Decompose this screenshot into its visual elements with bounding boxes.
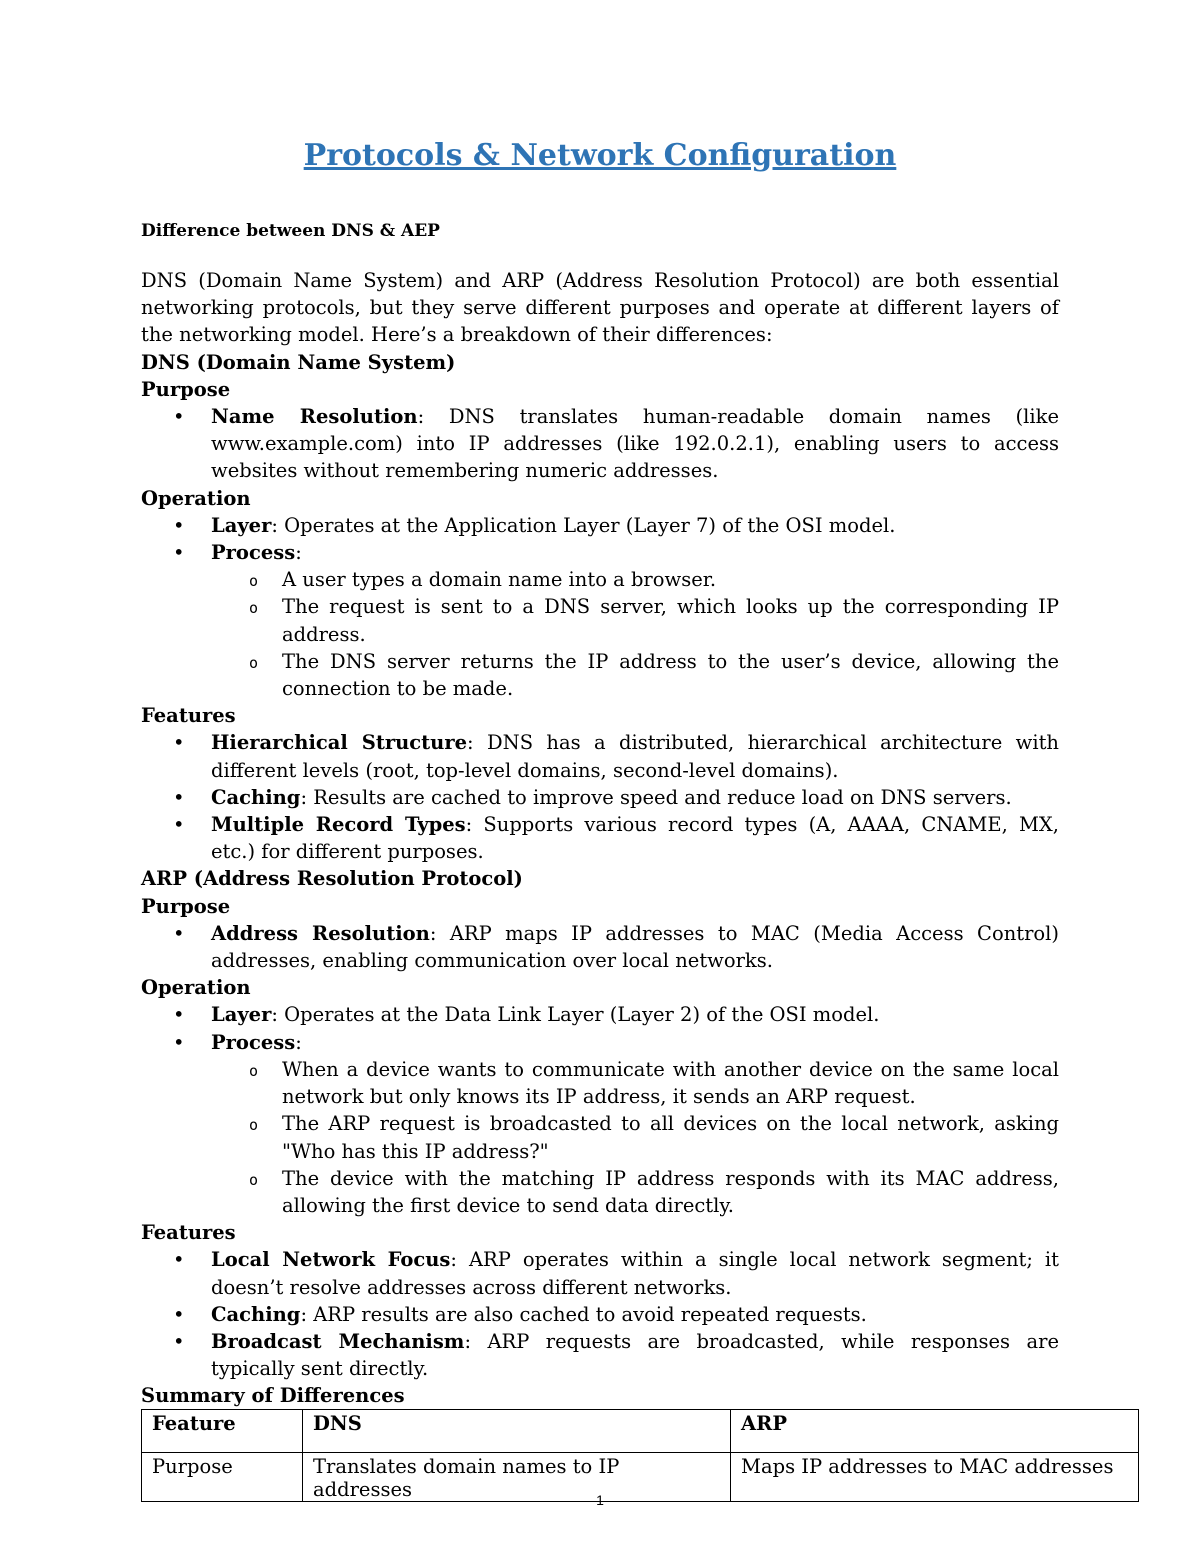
bullet-icon: •: [173, 1329, 185, 1353]
bullet-icon: •: [173, 1030, 185, 1054]
list-item: [141, 512, 1059, 539]
step-text: The device with the matching IP address responds with its MAC address, allowing the first device to send data directly.: [282, 1166, 1059, 1217]
item-text: : ARP results are also cached to avoid repeated requests.: [300, 1302, 867, 1326]
list-item: [141, 648, 1059, 702]
table-cell: Purpose: [142, 1453, 303, 1502]
table-cell: Translates domain names to IP addresses: [303, 1453, 731, 1502]
arp-features-heading: Features: [141, 1221, 236, 1245]
bullet-icon: •: [173, 405, 185, 429]
item-text: : ARP requests are broadcasted, while responses are typically sent directly.: [211, 1329, 1059, 1381]
list-item: [141, 1301, 1059, 1328]
item-text: : ARP maps IP addresses to MAC (Media Access Control) addresses, enabling communication over local networks.: [211, 921, 1059, 973]
list-item: [141, 920, 1059, 974]
sub-bullet-icon: o: [249, 1061, 259, 1080]
arp-process-steps: [211, 1056, 1059, 1219]
dns-operation-list: [141, 512, 1059, 702]
bullet-icon: •: [173, 1003, 185, 1027]
item-term: Local Network Focus: [211, 1248, 451, 1272]
dns-purpose-heading: Purpose: [141, 377, 231, 401]
item-term: Layer: [211, 513, 272, 537]
dns-purpose-list: [141, 403, 1059, 485]
arp-features-list: [141, 1246, 1059, 1382]
list-item: [141, 1165, 1059, 1219]
step-text: The ARP request is broadcasted to all devices on the local network, asking "Who has this IP address?": [282, 1112, 1059, 1163]
step-text: The request is sent to a DNS server, which looks up the corresponding IP address.: [282, 595, 1059, 646]
sub-bullet-icon: o: [249, 1116, 259, 1135]
item-text: : Operates at the Data Link Layer (Layer 2) of the OSI model.: [271, 1003, 880, 1027]
item-term: Layer: [211, 1003, 272, 1027]
list-item: [141, 539, 1059, 702]
list-item: [141, 1246, 1059, 1300]
bullet-icon: •: [173, 541, 185, 565]
arp-purpose-heading: Purpose: [141, 894, 231, 918]
item-text: : ARP operates within a single local network segment; it doesn’t resolve addresses across different networks.: [211, 1248, 1059, 1299]
item-term: Process: [211, 1030, 296, 1054]
step-text: The DNS server returns the IP address to the user’s device, allowing the connection to be made.: [282, 649, 1059, 701]
item-text: : DNS translates human-readable domain names (like www.example.com) into IP addresses (like 192.0.2.1), enabling users to access websites without remembering numeric addresses.: [211, 405, 1059, 483]
item-term: Process: [211, 541, 296, 565]
arp-purpose-list: [141, 920, 1059, 974]
bullet-icon: •: [173, 813, 185, 837]
sub-bullet-icon: o: [249, 653, 259, 672]
bullet-icon: •: [173, 921, 185, 945]
sub-bullet-icon: o: [249, 572, 259, 591]
column-header: DNS: [303, 1410, 731, 1453]
list-item: [141, 1328, 1059, 1382]
step-text: When a device wants to communicate with another device on the same local network but only knows its IP address, it sends an ARP request.: [282, 1057, 1059, 1109]
column-header: Feature: [142, 1410, 303, 1453]
table-cell: Maps IP addresses to MAC addresses: [731, 1453, 1139, 1502]
document-body: [141, 218, 1114, 1502]
bullet-icon: •: [173, 513, 185, 537]
step-text: A user types a domain name into a browser.: [282, 568, 717, 592]
dns-features-list: [141, 729, 1059, 865]
list-item: [141, 1110, 1059, 1164]
item-term: Caching: [211, 1302, 301, 1326]
list-item: [141, 403, 1059, 485]
arp-operation-heading: Operation: [141, 976, 251, 1000]
column-header: ARP: [731, 1410, 1139, 1453]
list-item: [141, 729, 1059, 783]
item-text: : Supports various record types (A, AAAA, CNAME, MX, etc.) for different purposes.: [211, 813, 1059, 864]
sub-bullet-icon: o: [249, 599, 259, 618]
dns-process-steps: [211, 566, 1059, 702]
list-item: [141, 784, 1059, 811]
intro-paragraph: DNS (Domain Name System) and ARP (Address Resolution Protocol) are both essential networking protocols, but they serve different purposes and operate at different layers of the networking model. Here’s a breakdown of their differences:: [141, 269, 1059, 347]
item-term: Address Resolution: [211, 921, 430, 945]
item-term: Caching: [211, 785, 301, 809]
section-subtitle: Difference between DNS & AEP: [141, 221, 440, 241]
list-item: [141, 566, 1059, 593]
item-text: : Results are cached to improve speed and reduce load on DNS servers.: [300, 785, 1012, 809]
item-text: : Operates at the Application Layer (Layer 7) of the OSI model.: [271, 513, 896, 537]
summary-table: [141, 1409, 1139, 1502]
item-term: Broadcast Mechanism: [211, 1329, 465, 1353]
item-text: : DNS has a distributed, hierarchical architecture with different levels (root, top-level domains, second-level domains).: [211, 731, 1059, 782]
dns-heading: DNS (Domain Name System): [141, 350, 456, 374]
page-number: 1: [596, 1492, 604, 1508]
list-item: [141, 593, 1059, 647]
bullet-icon: •: [173, 785, 185, 809]
bullet-icon: •: [173, 731, 185, 755]
table-header-row: [142, 1410, 1139, 1453]
dns-operation-heading: Operation: [141, 486, 251, 510]
dns-features-heading: Features: [141, 704, 236, 728]
bullet-icon: •: [173, 1302, 185, 1326]
summary-heading: Summary of Differences: [141, 1384, 405, 1408]
item-term: Name Resolution: [211, 405, 418, 429]
sub-bullet-icon: o: [249, 1170, 259, 1189]
list-item: [141, 1056, 1059, 1110]
list-item: [141, 1001, 1059, 1028]
item-text: :: [295, 541, 302, 565]
item-term: Hierarchical Structure: [211, 731, 468, 755]
page-title: Protocols & Network Configuration: [303, 138, 897, 173]
arp-heading: ARP (Address Resolution Protocol): [141, 867, 523, 891]
item-text: :: [295, 1030, 302, 1054]
bullet-icon: •: [173, 1248, 185, 1272]
item-term: Multiple Record Types: [211, 813, 466, 837]
list-item: [141, 811, 1059, 865]
list-item: [141, 1029, 1059, 1219]
arp-operation-list: [141, 1001, 1059, 1219]
